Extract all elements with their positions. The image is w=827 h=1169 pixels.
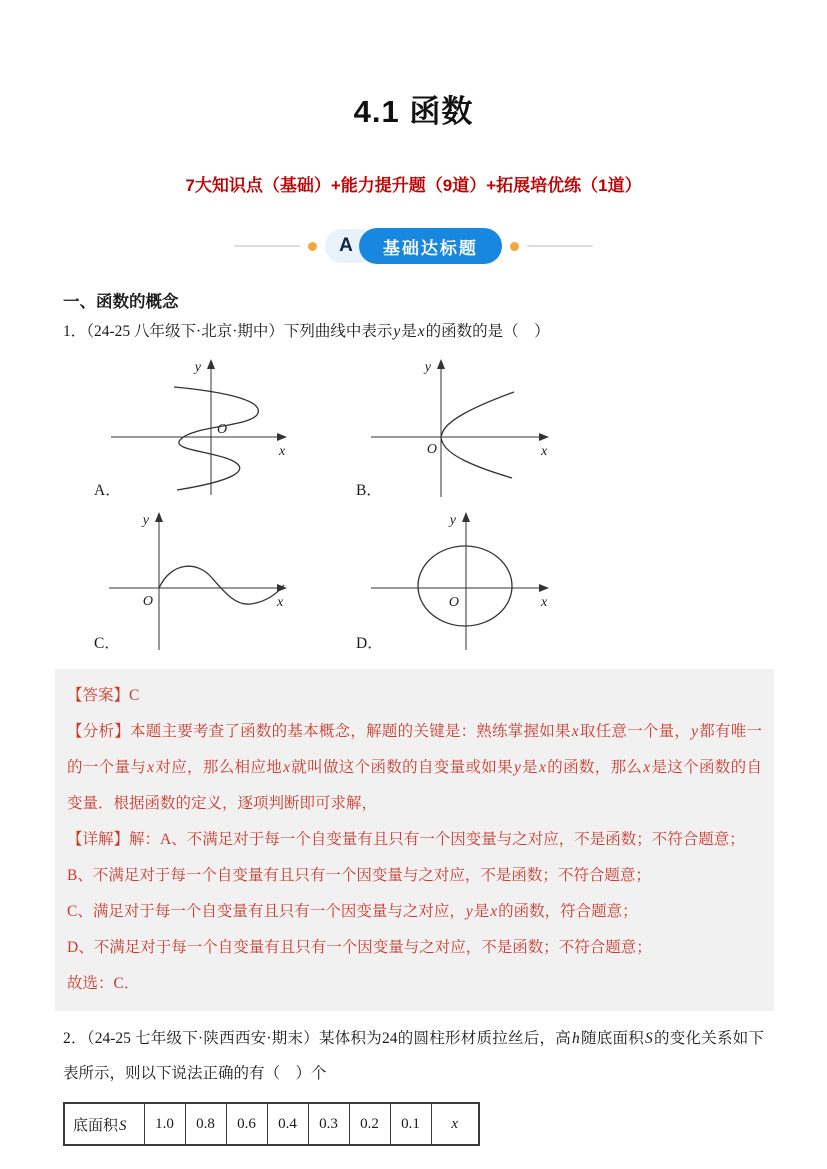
table-cell: 0.1 [390, 1103, 431, 1145]
svg-text:x: x [277, 595, 284, 610]
table-cell: 0.4 [267, 1103, 308, 1145]
option-c-label: C． [94, 631, 120, 653]
orange-dot-left-icon [308, 242, 317, 251]
answer-line: 【答案】C [67, 687, 140, 704]
option-d-cell [325, 506, 764, 659]
option-c-cell [63, 506, 325, 659]
solution-block-q1 [55, 669, 774, 1011]
q2-data-table [63, 1102, 480, 1146]
table-cell-header: 底面积S [64, 1103, 144, 1145]
question-1-text: 1．（24-25 八年级下·北京·期中）下列曲线中表示y是x的函数的是（ ） [63, 323, 550, 340]
decorative-line-left [234, 245, 300, 247]
table-row [64, 1103, 479, 1145]
svg-text:O: O [142, 594, 153, 609]
x-axis-arrow-icon [539, 433, 549, 441]
detail-line: 【详解】解：A、不满足对于每一个自变量有且只有一个因变量与之对应，不是函数；不符合题意； [67, 831, 745, 848]
y-axis-arrow-icon [155, 512, 163, 522]
svg-text:y: y [424, 360, 431, 375]
table-cell: 0.6 [226, 1103, 267, 1145]
question-2-text: 2．（24-25 七年级下·陕西西安·期末）某体积为24的圆柱形材质拉丝后，高h随底面积S的变化关系如下表所示，则以下说法正确的有（ ）个 [63, 1030, 764, 1082]
detail-line: B、不满足对于每一个自变量有且只有一个因变量与之对应，不是函数；不符合题意； [67, 867, 651, 884]
option-d-label: D． [356, 631, 383, 653]
decorative-line-right [527, 245, 593, 247]
section-heading: 一、函数的概念 [63, 292, 179, 311]
question-1-graphs [63, 353, 764, 659]
badge-label: 基础达标题 [359, 228, 502, 264]
svg-text:x: x [541, 595, 548, 610]
worksheet-page [63, 0, 764, 1146]
y-axis-arrow-icon [207, 359, 215, 369]
x-axis-arrow-icon [539, 584, 549, 592]
page-title: 4.1 函数 [353, 94, 474, 129]
graph-b-rightward-parabola [361, 355, 561, 501]
orange-dot-right-icon [510, 242, 519, 251]
graph-c-sine-wave [99, 508, 299, 654]
table-cell: 0.8 [185, 1103, 226, 1145]
x-axis-arrow-icon [277, 433, 287, 441]
table-cell: 0.3 [308, 1103, 349, 1145]
svg-text:x: x [541, 444, 548, 459]
svg-text:y: y [194, 360, 201, 375]
option-a-cell [63, 353, 325, 506]
table-cell: 0.2 [349, 1103, 390, 1145]
graph-a-vertical-s-curve [99, 355, 299, 501]
conclusion-line: 故选：C． [67, 975, 140, 992]
option-b-cell [325, 353, 764, 506]
svg-text:O: O [217, 422, 228, 437]
badge-letter: A [325, 229, 377, 263]
option-b-label: B． [356, 478, 382, 500]
detail-line: C、满足对于每一个自变量有且只有一个因变量与之对应，y是x的函数，符合题意； [67, 903, 638, 920]
svg-text:O: O [448, 595, 459, 610]
y-axis-arrow-icon [462, 512, 470, 522]
analysis-paragraph: 【分析】本题主要考查了函数的基本概念，解题的关键是：熟练掌握如果x取任意一个量，y都有唯一的一个量与x对应，那么相应地x就叫做这个函数的自变量或如果y是x的函数，那么x是这个函数的自变量．根据函数的定义，逐项判断即可求解， [67, 723, 762, 812]
section-badge [63, 228, 764, 264]
svg-text:y: y [449, 513, 456, 528]
y-axis-arrow-icon [437, 359, 445, 369]
graph-d-circle [361, 508, 561, 654]
svg-text:y: y [142, 513, 149, 528]
table-cell: x [431, 1103, 479, 1145]
table-cell: 1.0 [144, 1103, 185, 1145]
svg-text:x: x [279, 444, 286, 459]
svg-text:O: O [426, 442, 437, 457]
option-a-label: A． [94, 478, 121, 500]
detail-line: D、不满足对于每一个自变量有且只有一个因变量与之对应，不是函数；不符合题意； [67, 939, 652, 956]
page-subtitle: 7大知识点（基础）+能力提升题（9道）+拓展培优练（1道） [185, 176, 642, 195]
